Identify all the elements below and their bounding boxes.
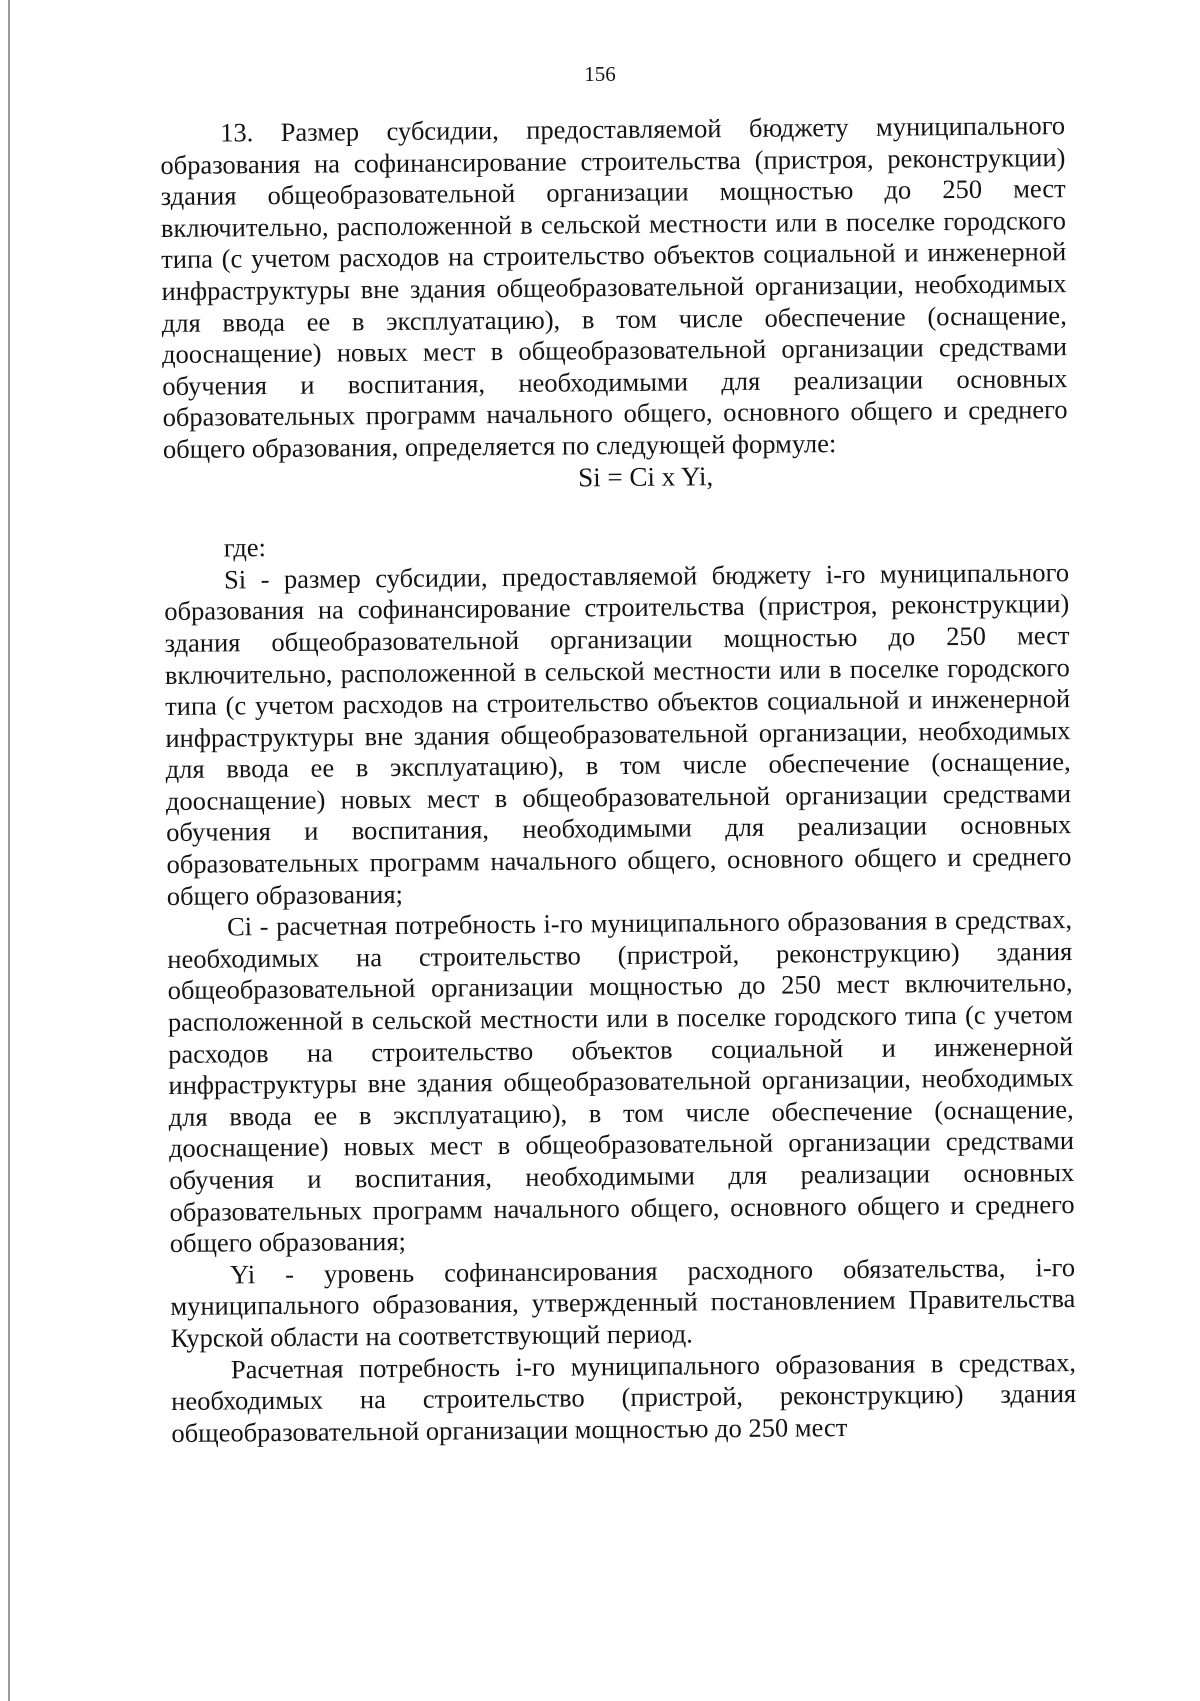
where-label: где: xyxy=(223,532,267,563)
formula: Si = Ci x Yi, xyxy=(578,460,714,492)
page-edge-line xyxy=(8,0,10,1701)
document-body xyxy=(160,110,1077,1449)
page-number: 156 xyxy=(584,62,616,86)
paragraph-calculated-need: Расчетная потребность i-го муниципального образования в средствах, необходимых на строительство (пристрой, реконструкцию) здания общеобразовательной организации мощностью до 250 мест xyxy=(171,1346,1077,1448)
paragraph-13: 13. Размер субсидии, предоставляемой бюджету муниципального образования на софинансирование строительства (пристроя, реконструкции) здания общеобразовательной организации мощностью до 250 мест включительно, расположенной в сельской местности или в поселке городского типа (с учетом расходов на строительство объектов социальной и инженерной инфраструктуры вне здания общеобразовательной организации, необходимых для ввода ее в эксплуатацию), в том числе обеспечение (оснащение, дооснащение) новых мест в общеобразовательной организации средствами обучения и воспитания, необходимыми для реализации основных образовательных программ начального общего, основного общего и среднего общего образования, определяется по следующей формуле: xyxy=(160,110,1068,464)
definition-si: Si - размер субсидии, предоставляемой бюджету i-го муниципального образования на софинансирование строительства (пристроя, реконструкции) здания общеобразовательной организации мощностью до 250 мест включительно, расположенной в сельской местности или в поселке городского типа (с учетом расходов на строительство объектов социальной и инженерной инфраструктуры вне здания общеобразовательной организации, необходимых для ввода ее в эксплуатацию), в том числе обеспечение (оснащение, дооснащение) новых мест в общеобразовательной организации средствами обучения и воспитания, необходимыми для реализации основных образовательных программ начального общего, основного общего и среднего общего образования; xyxy=(164,556,1072,911)
definition-ci: Ci - расчетная потребность i-го муниципального образования в средствах, необходимых на строительство (пристрой, реконструкцию) здания общеобразовательной организации мощностью до 250 мест включительно, расположенной в сельской местности или в поселке городского типа (с учетом расходов на строительство объектов социальной и инженерной инфраструктуры вне здания общеобразовательной организации, необходимых для ввода ее в эксплуатацию), в том числе обеспечение (оснащение, дооснащение) новых мест в общеобразовательной организации средствами обучения и воспитания, необходимыми для реализации основных образовательных программ начального общего, основного общего и среднего общего образования; xyxy=(167,904,1075,1259)
definition-yi: Yi - уровень софинансирования расходного обязательства, i-го муниципального образования, утвержденный постановлением Правительства Курской области на соответствующий период. xyxy=(170,1251,1076,1353)
